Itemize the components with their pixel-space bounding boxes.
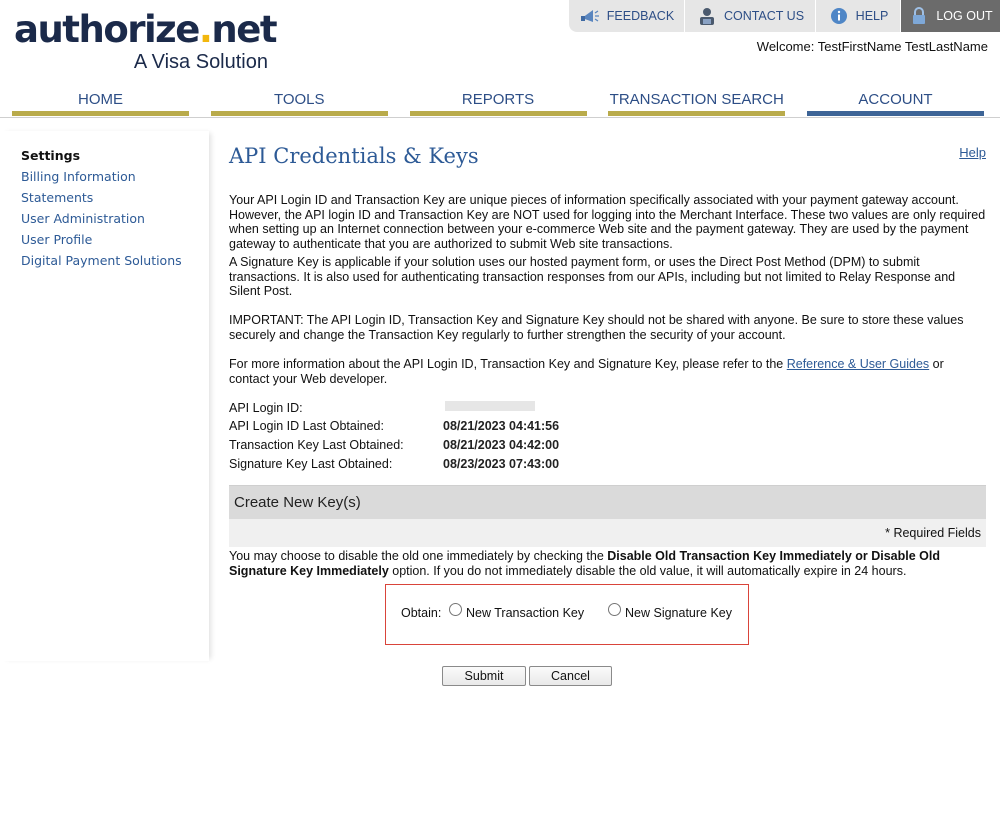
new-transaction-key-label[interactable]: New Transaction Key xyxy=(466,606,585,620)
sidebar-item-user-profile[interactable]: User Profile xyxy=(21,232,93,247)
help-button[interactable] xyxy=(816,0,901,32)
more-info-paragraph: For more information about the API Login ID, Transaction Key and Signature Key, please refer to the Reference & User Guides or contact your Web developer. xyxy=(229,357,944,386)
sidebar-item-digital-payment-solutions[interactable]: Digital Payment Solutions xyxy=(21,253,182,268)
feedback-label: FEEDBACK xyxy=(606,9,675,23)
logo-wordmark: authorize.net xyxy=(14,8,277,51)
obtain-label: Obtain: xyxy=(401,606,442,620)
nav-tab-transaction-search[interactable]: TRANSACTION SEARCH xyxy=(608,92,785,116)
utility-bar xyxy=(569,0,1000,32)
nav-tab-tools[interactable]: TOOLS xyxy=(211,92,388,116)
disable-old-key-note: You may choose to disable the old one immediately by checking the Disable Old Transaction Key Immediately or Disable Old Signature Key Immediately option. If you do not immediately disable the old value, it will automatically expire in 24 hours. xyxy=(229,549,940,578)
signature-key-obtained-value: 08/23/2023 07:43:00 xyxy=(443,457,560,471)
signature-key-paragraph: A Signature Key is applicable if your solution uses our hosted payment form, or uses the Direct Post Method (DPM) to submit transactions. It is also used for authenticating transaction responses from our APIs, including but not limited to Relay Response and Silent Post. xyxy=(229,255,956,298)
sidebar xyxy=(0,131,209,661)
create-new-keys-heading: Create New Key(s) xyxy=(229,485,986,519)
transaction-key-obtained-label: Transaction Key Last Obtained: xyxy=(229,438,404,452)
lock-icon xyxy=(908,6,930,26)
page-title: API Credentials & Keys xyxy=(229,144,479,168)
nav-tab-account[interactable]: ACCOUNT xyxy=(807,92,984,116)
info-icon xyxy=(828,6,850,26)
welcome-message: Welcome: TestFirstName TestLastName xyxy=(756,39,988,54)
feedback-button[interactable] xyxy=(569,0,685,32)
reference-user-guides-link[interactable]: Reference & User Guides xyxy=(786,357,930,371)
contact-us-button[interactable] xyxy=(685,0,816,32)
intro-paragraph: Your API Login ID and Transaction Key are unique pieces of information specifically associated with your payment gateway account. However, the API login ID and Transaction Key are NOT used for logging into the Merchant Interface. These two values are only required when setting up an Internet connection between your e-commerce Web site and the payment gateway. They are used by the payment gateway to authenticate that you are authorized to submit Web site transactions. xyxy=(229,193,986,251)
api-login-id-obtained-value: 08/21/2023 04:41:56 xyxy=(443,419,560,433)
obtain-options-box xyxy=(385,584,749,645)
help-label: HELP xyxy=(855,9,889,23)
new-signature-key-label[interactable]: New Signature Key xyxy=(625,606,733,620)
transaction-key-obtained-value: 08/21/2023 04:42:00 xyxy=(443,438,560,452)
sidebar-title: Settings xyxy=(21,148,81,163)
log-out-button[interactable] xyxy=(901,0,1000,32)
nav-tab-reports[interactable]: REPORTS xyxy=(410,92,587,116)
signature-key-obtained-label: Signature Key Last Obtained: xyxy=(229,457,393,471)
header xyxy=(0,0,1000,118)
required-fields-note: * Required Fields xyxy=(229,519,986,547)
cancel-button[interactable]: Cancel xyxy=(529,666,612,686)
nav-tab-home[interactable]: HOME xyxy=(12,92,189,116)
api-login-id-obtained-label: API Login ID Last Obtained: xyxy=(229,419,384,433)
megaphone-icon xyxy=(579,6,601,26)
logo-tagline: A Visa Solution xyxy=(133,51,268,73)
authorize-net-logo[interactable] xyxy=(14,8,277,74)
api-login-id-redacted xyxy=(445,401,535,411)
sidebar-item-billing-information[interactable]: Billing Information xyxy=(21,169,136,184)
sidebar-item-user-administration[interactable]: User Administration xyxy=(21,211,145,226)
log-out-label: LOG OUT xyxy=(936,9,993,23)
api-login-id-label: API Login ID: xyxy=(229,401,303,415)
new-signature-key-radio[interactable] xyxy=(608,603,621,616)
help-link[interactable]: Help xyxy=(959,145,986,160)
sidebar-item-statements[interactable]: Statements xyxy=(21,190,94,205)
main-nav xyxy=(12,92,984,116)
person-icon xyxy=(696,6,718,26)
new-transaction-key-radio[interactable] xyxy=(449,603,462,616)
submit-button[interactable]: Submit xyxy=(442,666,526,686)
important-paragraph: IMPORTANT: The API Login ID, Transaction Key and Signature Key should not be shared with anyone. Be sure to store these values securely and change the Transaction Key regularly to further strengthen the security of your account. xyxy=(229,313,964,342)
contact-us-label: CONTACT US xyxy=(723,9,805,23)
